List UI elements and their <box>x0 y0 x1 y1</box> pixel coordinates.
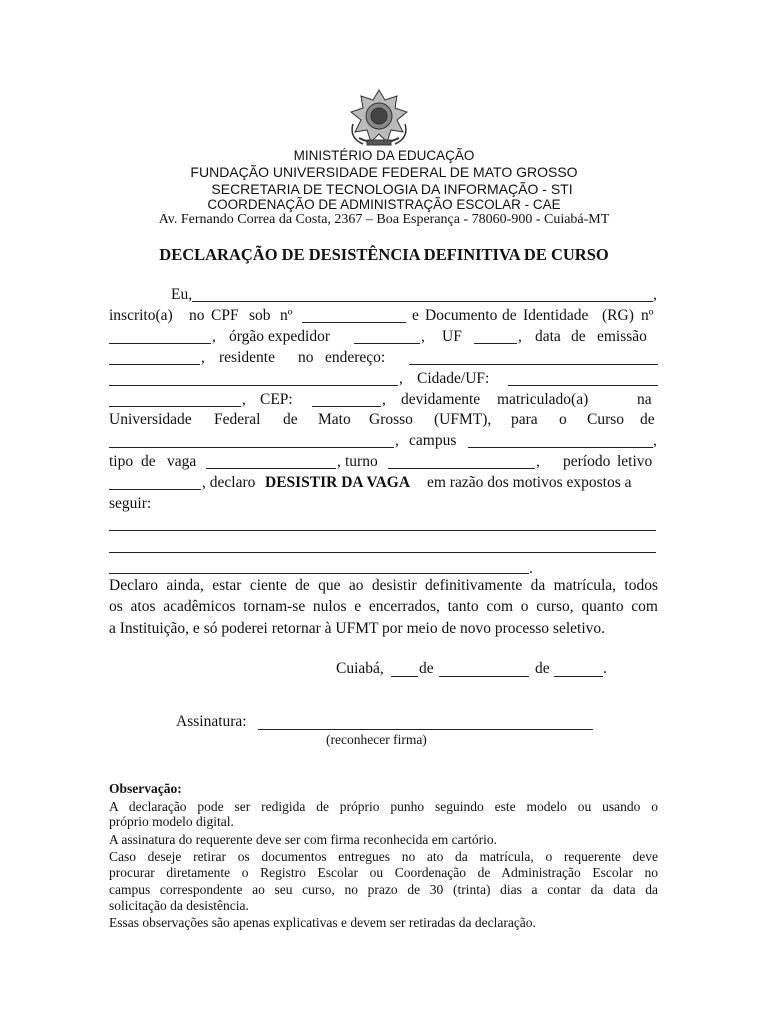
body-text: Eu, <box>171 286 193 303</box>
body-text: devidamente <box>401 391 481 408</box>
body-text: , <box>382 391 386 408</box>
issuer-blank <box>354 343 420 344</box>
month-blank <box>439 676 529 677</box>
body-text: vaga <box>167 453 197 470</box>
date-city: Cuiabá, <box>336 660 384 677</box>
body-text: sob <box>249 307 271 324</box>
reason-blank <box>109 552 656 553</box>
ministry-name: MINISTÉRIO DA EDUCAÇÃO <box>293 148 475 163</box>
observation-line: próprio modelo digital. <box>109 814 234 829</box>
body-text: para <box>511 411 538 428</box>
body-text: , <box>212 328 216 345</box>
body-text: , <box>421 328 425 345</box>
body-text: , <box>399 370 403 387</box>
declaration-text: os atos acadêmicos tornam-se nulos e encerrados, tanto com o curso, quanto com <box>109 598 658 615</box>
body-text: (RG) <box>602 307 634 324</box>
body-text: período <box>563 453 611 470</box>
document-title: DECLARAÇÃO DE DESISTÊNCIA DEFINITIVA DE CURSO <box>159 245 609 264</box>
body-text: turno <box>345 453 378 470</box>
body-text: Documento <box>425 307 498 324</box>
body-text: Curso <box>587 411 625 428</box>
name-blank <box>192 301 653 302</box>
body-text: inscrito(a) <box>109 307 173 324</box>
campus-blank <box>468 447 653 448</box>
body-text: Mato <box>318 411 351 428</box>
declaration-text: a Instituição, e só poderei retornar à UFMT por meio de novo processo seletivo. <box>109 620 606 637</box>
body-text: , <box>653 286 657 303</box>
body-text: de <box>283 411 298 428</box>
body-text: e <box>412 307 419 324</box>
body-text: Federal <box>214 411 261 428</box>
signature-note: (reconhecer firma) <box>326 732 427 747</box>
issue-date-blank <box>109 364 200 365</box>
body-text: UF <box>442 328 462 345</box>
body-text: . <box>529 560 533 577</box>
address-blank <box>409 364 658 365</box>
body-text: nº <box>641 307 654 324</box>
observation-line: campus correspondente ao seu curso, no prazo de 30 (trinta) dias a contar da data da <box>109 882 658 897</box>
observation-line: A assinatura do requerente deve ser com firma reconhecida em cartório. <box>109 832 497 847</box>
body-text: residente <box>219 349 275 366</box>
body-text: seguir: <box>109 495 152 512</box>
declaration-text: Declaro ainda, estar ciente de que ao desistir definitivamente da matrícula, todos <box>109 577 658 594</box>
body-text: endereço: <box>325 349 386 366</box>
observation-line: solicitação da desistência. <box>109 898 249 913</box>
reason-blank <box>109 573 529 574</box>
signature-blank <box>258 729 593 730</box>
date-text: de <box>535 660 550 677</box>
body-text: no <box>189 307 205 324</box>
body-text: órgão <box>229 328 265 345</box>
body-text: de <box>640 411 655 428</box>
desist-emphasis: DESISTIR DA VAGA <box>265 474 411 491</box>
observation-line: procurar diretamente o Registro Escolar ou Coordenação de Administração Escolar no <box>109 865 658 880</box>
date-text: . <box>603 660 607 677</box>
body-text: Cidade/UF: <box>417 370 490 387</box>
day-blank <box>391 676 418 677</box>
observation-line: Essas observações são apenas explicativas e devem ser retiradas da declaração. <box>109 915 536 930</box>
body-text: de <box>502 307 517 324</box>
body-text: Identidade <box>523 307 589 324</box>
coordination-name: COORDENAÇÃO DE ADMINISTRAÇÃO ESCOLAR - CAE <box>207 197 561 212</box>
body-text: , <box>337 453 341 470</box>
observation-line: A declaração pode ser redigida de próprio punho seguindo este modelo ou usando o <box>109 799 658 814</box>
body-text: , <box>518 328 522 345</box>
body-text: (UFMT), <box>434 411 492 428</box>
reason-blank <box>109 530 656 531</box>
body-text: , <box>395 432 399 449</box>
body-text: o <box>559 411 567 428</box>
observation-line: Caso deseje retirar os documentos entregues no ato da matrícula, o requerente deve <box>109 849 658 864</box>
city-cont-blank <box>109 406 241 407</box>
institution-address: Av. Fernando Correa da Costa, 2367 – Boa Esperança - 78060-900 - Cuiabá-MT <box>158 212 610 227</box>
signature-label: Assinatura: <box>176 713 247 730</box>
body-text: emissão <box>597 328 647 345</box>
body-text: campus <box>409 432 457 449</box>
course-blank <box>109 447 394 448</box>
body-text: Grosso <box>369 411 413 428</box>
body-text: no <box>298 349 314 366</box>
body-text: , <box>242 391 246 408</box>
year-blank <box>554 676 603 677</box>
secretariat-name: SECRETARIA DE TECNOLOGIA DA INFORMAÇÃO - STI <box>211 181 573 197</box>
body-text: nº <box>280 307 293 324</box>
foundation-name: FUNDAÇÃO UNIVERSIDADE FEDERAL DE MATO GROSSO <box>190 164 578 180</box>
body-text: , <box>201 349 205 366</box>
body-text: data <box>535 328 561 345</box>
shift-blank <box>388 468 535 469</box>
observations-heading: Observação: <box>109 781 182 796</box>
uf-blank <box>474 343 517 344</box>
body-text: na <box>637 391 652 408</box>
cpf-blank <box>302 322 406 323</box>
date-text: de <box>419 660 434 677</box>
city-blank <box>508 385 658 386</box>
body-text: , declaro <box>202 474 256 491</box>
address-cont-blank <box>109 385 398 386</box>
rg-blank <box>109 343 211 344</box>
body-text: matriculado(a) <box>497 391 589 408</box>
body-text: CEP: <box>260 391 293 408</box>
body-text: CPF <box>211 307 239 324</box>
body-text: Universidade <box>109 411 192 428</box>
body-text: expedidor <box>268 328 330 345</box>
body-text: tipo <box>109 453 134 470</box>
body-text: , <box>536 453 540 470</box>
period-blank <box>109 489 201 490</box>
vacancy-type-blank <box>206 468 336 469</box>
brazil-coat-of-arms-icon <box>345 88 413 150</box>
body-text: em razão dos motivos expostos a <box>427 474 632 491</box>
cep-blank <box>312 406 381 407</box>
body-text: de <box>571 328 586 345</box>
body-text: de <box>141 453 156 470</box>
body-text: letivo <box>617 453 653 470</box>
body-text: , <box>653 432 657 449</box>
